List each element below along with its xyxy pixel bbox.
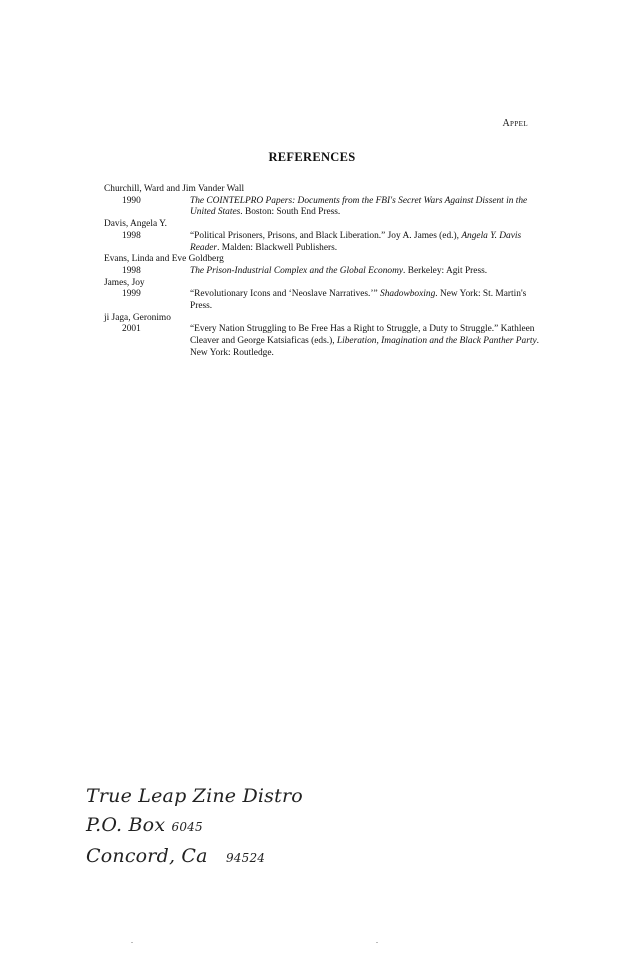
reference-author: James, Joy: [104, 277, 145, 288]
reference-year: 1998: [122, 265, 141, 276]
reference-entry: [104, 278, 544, 313]
reference-author: ji Jaga, Geronimo: [104, 312, 171, 323]
citation-text: “Every Nation Struggling to Be Free Has a Right to Struggle, a Duty to Struggle.” Kathleen Cleaver and George Katsiaficas (eds.),: [190, 324, 535, 347]
reference-entry: [104, 184, 544, 219]
citation-title: The Prison-Industrial Complex and the Global Economy: [190, 265, 403, 276]
citation-text: . Malden: Blackwell Publishers.: [217, 242, 338, 253]
citation-text: . New York: Routledge.: [190, 336, 539, 358]
reference-citation: [190, 324, 544, 359]
po-box-label: P.O. Box: [86, 814, 166, 836]
citation-text: . Boston: South End Press.: [240, 207, 341, 218]
reference-list: [104, 184, 544, 360]
distro-city: [86, 842, 303, 873]
reference-entry: [104, 313, 544, 360]
reference-row: [104, 266, 544, 278]
citation-title: Angela Y. Davis Reader: [190, 230, 522, 253]
citation-text: “Political Prisoners, Prisons, and Black Liberation.” Joy A. James (ed.),: [190, 230, 462, 241]
citation-title: Shadowboxing: [380, 289, 436, 300]
reference-year: 1998: [122, 230, 141, 241]
citation-title: Liberation, Imagination and the Black Panther Party: [336, 336, 537, 347]
reference-citation: [190, 196, 544, 219]
section-title: REFERENCES: [268, 150, 356, 164]
scan-speck: [131, 942, 133, 943]
running-head: Appel: [502, 118, 528, 129]
citation-text: “Revolutionary Icons and ‘Neoslave Narratives.’”: [190, 289, 381, 300]
distro-po-box: [86, 811, 303, 842]
citation-text: . Berkeley: Agit Press.: [403, 265, 488, 276]
reference-citation: [190, 231, 544, 254]
reference-author: Davis, Angela Y.: [104, 219, 168, 230]
po-box-number: 6045: [171, 820, 203, 834]
zip-code: 94524: [225, 851, 266, 865]
citation-text: . New York: St. Martin's Press.: [190, 289, 527, 312]
reference-entry: [104, 219, 544, 254]
reference-year: 2001: [122, 324, 141, 335]
reference-year: 1990: [122, 195, 141, 206]
reference-row: [104, 231, 544, 254]
reference-row: [104, 289, 544, 312]
reference-row: [104, 196, 544, 219]
city-state: Concord, Ca: [86, 845, 208, 867]
scan-speck: [376, 942, 378, 943]
reference-citation: [190, 289, 544, 312]
reference-author: Evans, Linda and Eve Goldberg: [104, 254, 224, 265]
citation-title: The COINTELPRO Papers: Documents from the FBI's Secret Wars Against Dissent in the United States: [190, 195, 528, 218]
distro-name: True Leap Zine Distro: [86, 785, 303, 807]
distro-address: [86, 782, 303, 873]
reference-year: 1999: [122, 289, 141, 300]
reference-citation: [190, 266, 544, 278]
reference-row: [104, 324, 544, 359]
reference-entry: [104, 254, 544, 277]
reference-author: Churchill, Ward and Jim Vander Wall: [104, 184, 245, 194]
